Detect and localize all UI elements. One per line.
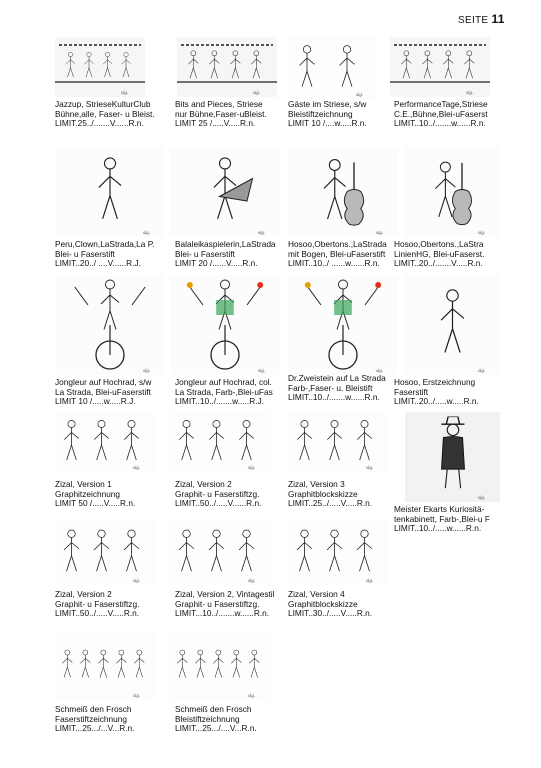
caption-title: Hosoo, Erstzeichnung bbox=[394, 377, 476, 387]
caption-title: Zizal, Version 1 bbox=[55, 479, 112, 489]
caption-title: Dr.Zweistein auf La Strada bbox=[288, 373, 386, 383]
svg-text:sig.: sig. bbox=[366, 466, 374, 471]
svg-text:sig.: sig. bbox=[376, 231, 384, 236]
svg-text:sig.: sig. bbox=[253, 91, 261, 96]
page-number: 11 bbox=[491, 12, 505, 26]
caption-technique: Bleistiftzeichnung bbox=[175, 713, 240, 724]
artwork-thumbnail bbox=[170, 275, 280, 375]
artwork-thumbnail bbox=[55, 37, 145, 97]
svg-text:sig.: sig. bbox=[356, 93, 364, 98]
artwork-caption bbox=[394, 378, 479, 407]
artwork-caption bbox=[175, 590, 274, 619]
caption-limit: LIMIT 20 /......V.....R.n. bbox=[175, 258, 258, 269]
svg-text:sig.: sig. bbox=[478, 231, 486, 236]
caption-limit: LIMIT..50../.....V......R.n. bbox=[175, 498, 262, 509]
caption-title: Hosoo,Obertons.,LaStra bbox=[394, 239, 484, 249]
caption-technique: Graphitblockskizze bbox=[288, 598, 358, 609]
artwork-caption bbox=[55, 590, 139, 619]
caption-title: Jongleur auf Hochrad, col. bbox=[175, 377, 272, 387]
caption-title: Schmeiß den Frosch bbox=[55, 704, 132, 714]
caption-title: Zizal, Version 2 bbox=[175, 479, 232, 489]
artwork-thumbnail bbox=[177, 37, 277, 97]
artwork-caption bbox=[288, 590, 372, 619]
artwork-caption bbox=[288, 100, 367, 129]
caption-limit: LIMIT 50 /.....V.....R.n. bbox=[55, 498, 136, 509]
caption-title: Jongleur auf Hochrad, s/w bbox=[55, 377, 152, 387]
artwork-thumbnail bbox=[55, 520, 155, 585]
svg-text:sig.: sig. bbox=[133, 466, 141, 471]
artwork-caption bbox=[55, 240, 154, 269]
artwork-caption bbox=[175, 378, 273, 407]
caption-technique: Blei- u Faserstift bbox=[55, 248, 115, 259]
artwork-caption bbox=[394, 505, 490, 534]
artwork-thumbnail bbox=[170, 412, 270, 472]
svg-text:sig.: sig. bbox=[478, 369, 486, 374]
artwork-thumbnail bbox=[288, 275, 398, 375]
caption-limit: LIMIT.25../.......V......R.n. bbox=[55, 118, 144, 129]
caption-limit: LIMIT..20../.....w.....R.n. bbox=[394, 396, 479, 407]
caption-technique: Graphit- u Faserstiftzg. bbox=[55, 598, 140, 609]
caption-title: PerformanceTage,Striese bbox=[394, 99, 488, 109]
svg-text:sig.: sig. bbox=[376, 369, 384, 374]
svg-text:sig.: sig. bbox=[133, 694, 141, 699]
caption-technique: La Strada, Blei-uFaserstift bbox=[55, 386, 151, 397]
caption-title: Zizal, Version 2, Vintagestil bbox=[175, 589, 275, 599]
svg-text:sig.: sig. bbox=[258, 231, 266, 236]
svg-text:sig.: sig. bbox=[478, 496, 486, 501]
artwork-caption bbox=[175, 705, 257, 734]
caption-title: Meister Ekarts Kuriositä- bbox=[394, 504, 485, 514]
artwork-thumbnail bbox=[405, 147, 500, 237]
artwork-thumbnail bbox=[170, 630, 270, 700]
caption-limit: LIMIT..10../.......w.....R.J. bbox=[175, 396, 264, 407]
artwork-caption bbox=[394, 100, 488, 129]
artwork-thumbnail bbox=[288, 520, 388, 585]
artwork-caption bbox=[55, 480, 135, 509]
caption-technique: Farb-,Faser- u. Bleistift bbox=[288, 382, 373, 393]
svg-text:sig.: sig. bbox=[466, 91, 474, 96]
caption-title: Zizal, Version 4 bbox=[288, 589, 345, 599]
caption-title: Bits and Pieces, Striese bbox=[175, 99, 263, 109]
caption-limit: LIMIT..10../.....w......R.n. bbox=[394, 523, 482, 534]
caption-title: Hosoo,Obertons.,LaStrada bbox=[288, 239, 387, 249]
caption-technique: LinienHG, Blei-uFaserst. bbox=[394, 248, 485, 259]
caption-technique: Bleistiftzeichnung bbox=[288, 108, 353, 119]
page-title bbox=[458, 12, 505, 26]
artwork-thumbnail bbox=[288, 37, 378, 99]
caption-limit: LIMIT..10../ ......w......R.n. bbox=[288, 258, 380, 269]
svg-text:sig.: sig. bbox=[248, 694, 256, 699]
caption-technique: La Strada, Farb-,Blei-uFas bbox=[175, 386, 273, 397]
caption-limit: LIMIT...25.../...V...R.n. bbox=[55, 723, 135, 734]
caption-limit: LIMIT 25 /.....V.....R.n. bbox=[175, 118, 256, 129]
caption-limit: LIMIT..50../.....V.....R.n. bbox=[55, 608, 140, 619]
artwork-caption bbox=[288, 240, 387, 269]
caption-technique: Faserstift bbox=[394, 386, 429, 397]
artwork-caption bbox=[394, 240, 484, 269]
caption-limit: LIMIT..10../.......w......R.n. bbox=[394, 118, 486, 129]
artwork-thumbnail bbox=[288, 412, 388, 472]
caption-technique: Graphit- u Faserstiftzg. bbox=[175, 598, 260, 609]
caption-limit: LIMIT...25.../....V...R.n. bbox=[175, 723, 257, 734]
artwork-thumbnail bbox=[405, 412, 500, 502]
artwork-caption bbox=[288, 480, 372, 509]
svg-text:sig.: sig. bbox=[248, 466, 256, 471]
artwork-caption bbox=[55, 378, 151, 407]
svg-text:sig.: sig. bbox=[366, 579, 374, 584]
caption-technique: tenkabinett, Farb-,Blei-u F bbox=[394, 513, 490, 524]
svg-text:sig.: sig. bbox=[248, 579, 256, 584]
svg-text:sig.: sig. bbox=[258, 369, 266, 374]
svg-text:sig.: sig. bbox=[143, 369, 151, 374]
page-title-prefix: SEITE bbox=[458, 15, 489, 26]
caption-title: Schmeiß den Frosch bbox=[175, 704, 252, 714]
caption-technique: C.E.,Bühne,Blei-uFaserst bbox=[394, 108, 488, 119]
caption-technique: Blei- u Faserstift bbox=[175, 248, 235, 259]
artwork-thumbnail bbox=[390, 37, 490, 97]
caption-title: Peru,Clown,LaStrada,La P. bbox=[55, 239, 155, 249]
artwork-thumbnail bbox=[55, 412, 155, 472]
caption-title: Zizal, Version 3 bbox=[288, 479, 345, 489]
caption-title: Jazzup, StrieseKulturClub bbox=[55, 99, 151, 109]
svg-text:sig.: sig. bbox=[143, 231, 151, 236]
caption-technique: Bühne,alle, Faser- u Bleist. bbox=[55, 108, 155, 119]
caption-technique: Graphitblockskizze bbox=[288, 488, 358, 499]
artwork-caption bbox=[175, 240, 276, 269]
artwork-caption bbox=[55, 100, 155, 129]
caption-limit: LIMIT..20../.......V.....R.n. bbox=[394, 258, 483, 269]
artwork-thumbnail bbox=[288, 147, 398, 237]
caption-technique: Graphitzeichnung bbox=[55, 488, 121, 499]
caption-limit: LIMIT..10../.......w......R.n. bbox=[288, 392, 380, 403]
artwork-caption bbox=[55, 705, 134, 734]
artwork-caption bbox=[175, 480, 261, 509]
artwork-thumbnail bbox=[170, 520, 270, 585]
artwork-caption bbox=[288, 374, 386, 403]
artwork-thumbnail bbox=[170, 147, 280, 237]
caption-title: Balaleikaspielerin,LaStrada bbox=[175, 239, 276, 249]
caption-technique: mit Bogen, Blei-uFaserstift bbox=[288, 248, 386, 259]
caption-limit: LIMIT..20../ ....V......R.J. bbox=[55, 258, 141, 269]
caption-limit: LIMIT...10../.......w......R.n. bbox=[175, 608, 270, 619]
artwork-thumbnail bbox=[405, 275, 500, 375]
caption-limit: LIMIT 10 /.....w.....R.J. bbox=[55, 396, 136, 407]
caption-title: Gäste im Striese, s/w bbox=[288, 99, 367, 109]
caption-limit: LIMIT..30../.....V.....R.n. bbox=[288, 608, 373, 619]
artwork-thumbnail bbox=[55, 275, 165, 375]
caption-technique: Faserstiftzeichnung bbox=[55, 713, 127, 724]
caption-limit: LIMIT 10 /....w.....R.n. bbox=[288, 118, 367, 129]
caption-technique: nur Bühne,Faser-uBleist. bbox=[175, 108, 267, 119]
caption-technique: Graphit- u Faserstiftzg. bbox=[175, 488, 260, 499]
artwork-thumbnail bbox=[55, 147, 165, 237]
svg-text:sig.: sig. bbox=[121, 91, 129, 96]
artwork-thumbnail bbox=[55, 630, 155, 700]
svg-text:sig.: sig. bbox=[133, 579, 141, 584]
caption-limit: LIMIT..25../.....V.....R.n. bbox=[288, 498, 373, 509]
caption-title: Zizal, Version 2 bbox=[55, 589, 112, 599]
artwork-caption bbox=[175, 100, 267, 129]
